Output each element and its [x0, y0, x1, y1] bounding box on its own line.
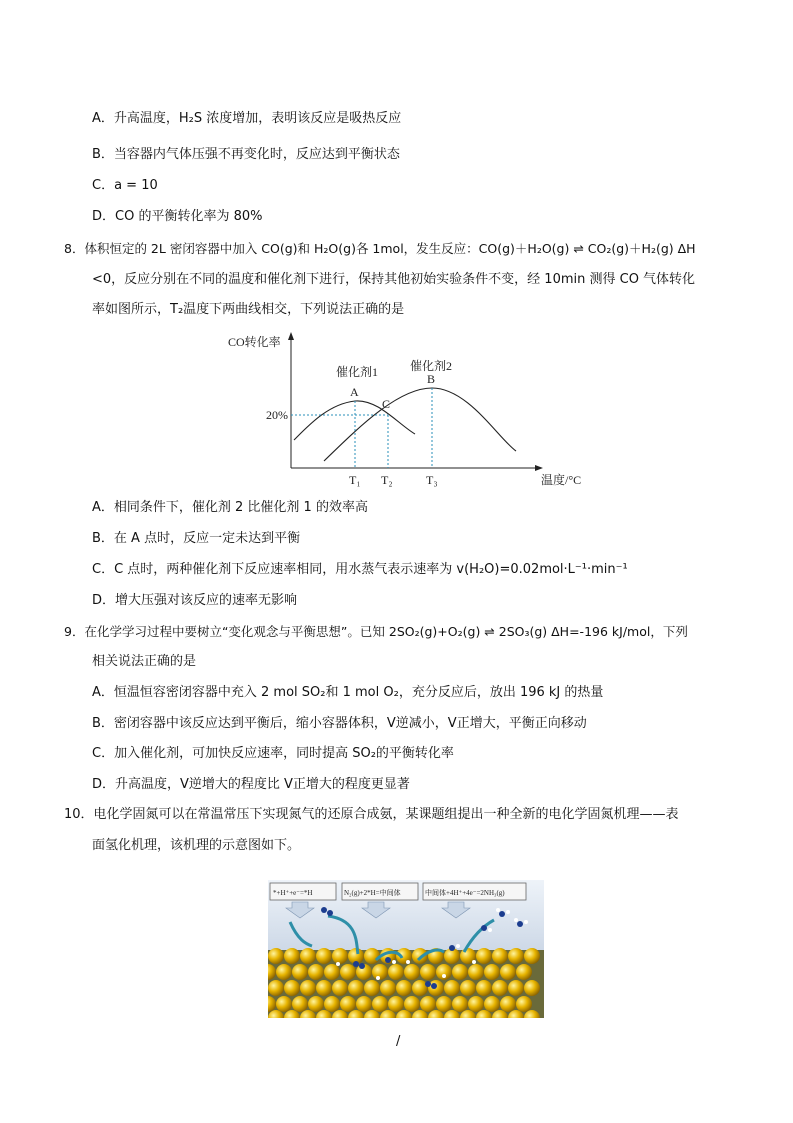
- q9-stem-line2: 相关说法正确的是: [92, 654, 197, 669]
- x-tick-t2: T₂: [381, 473, 393, 487]
- q8-option-b: B．在 A 点时，反应一定未达到平衡: [92, 531, 301, 546]
- q10-stem-line2: 面氢化机理，该机理的示意图如下。: [92, 838, 301, 853]
- co-conversion-chart: [228, 328, 598, 498]
- q9-option-b: B．密闭容器中该反应达到平衡后，缩小容器体积，V逆减小，V正增大，平衡正向移动: [92, 716, 587, 731]
- q9-option-d: D．升高温度，V逆增大的程度比 V正增大的程度更显著: [92, 777, 410, 792]
- y-axis-arrow: [288, 332, 294, 340]
- surface-hydrogenation-figure: [268, 880, 544, 1018]
- q8-option-a: A．相同条件下，催化剂 2 比催化剂 1 的效率高: [92, 500, 368, 515]
- q9-stem-line1: 9．在化学学习过程中要树立“变化观念与平衡思想”。已知 2SO₂(g)+O₂(g) ⇌ 2SO₃(g) ΔH=-196 kJ/mol，下列: [64, 624, 688, 639]
- x-tick-t1: T₁: [349, 473, 361, 487]
- q7-option-a: A．升高温度，H₂S 浓度增加，表明该反应是吸热反应: [92, 111, 402, 126]
- q8-stem-line3: 率如图所示，T₂温度下两曲线相交，下列说法正确的是: [92, 302, 405, 317]
- q9-option-c: C．加入催化剂，可加快反应速率，同时提高 SO₂的平衡转化率: [92, 746, 454, 761]
- q8-option-c: C．C 点时，两种催化剂下反应速率相同，用水蒸气表示速率为 v(H₂O)=0.02mol·L⁻¹·min⁻¹: [92, 562, 628, 577]
- q8-option-d: D．增大压强对该反应的速率无影响: [92, 593, 298, 608]
- series-label-catalyst1: 催化剂1: [336, 365, 379, 379]
- series-label-catalyst2: 催化剂2: [410, 359, 453, 373]
- q9-option-a: A．恒温恒容密闭容器中充入 2 mol SO₂和 1 mol O₂，充分反应后，放出 196 kJ 的热量: [92, 685, 604, 700]
- q8-stem-line2: <0，反应分别在不同的温度和催化剂下进行，保持其他初始实验条件不变，经 10min 测得 CO 气体转化: [92, 272, 696, 287]
- x-tick-t3: T₃: [426, 473, 438, 487]
- q8-stem-line1: 8．体积恒定的 2L 密闭容器中加入 CO(g)和 H₂O(g)各 1mol，发生反应：CO(g)＋H₂O(g) ⇌ CO₂(g)＋H₂(g) ΔH: [64, 241, 696, 256]
- page-mark: /: [396, 1034, 401, 1049]
- equation-2: N₂(g)+2*H=中间体: [344, 889, 401, 897]
- point-label-a: A: [350, 385, 359, 399]
- q7-option-d: D．CO 的平衡转化率为 80%: [92, 209, 263, 224]
- q7-option-c: C．a = 10: [92, 178, 158, 193]
- equation-3: 中间体+4H⁺+4e⁻=2NH₃(g): [425, 889, 505, 897]
- y-tick-20: 20%: [266, 408, 288, 422]
- equation-1: *+H⁺+e⁻=*H: [273, 889, 313, 897]
- q7-option-b: B．当容器内气体压强不再变化时，反应达到平衡状态: [92, 147, 400, 162]
- point-label-b: B: [427, 372, 436, 386]
- x-axis-label: 温度/°C: [541, 473, 582, 487]
- y-axis-label: CO转化率: [228, 335, 281, 349]
- q10-stem-line1: 10．电化学固氮可以在常温常压下实现氮气的还原合成氨，某课题组提出一种全新的电化学固氮机理——表: [64, 807, 679, 822]
- x-axis-arrow: [535, 465, 543, 471]
- point-label-c: C: [382, 397, 391, 411]
